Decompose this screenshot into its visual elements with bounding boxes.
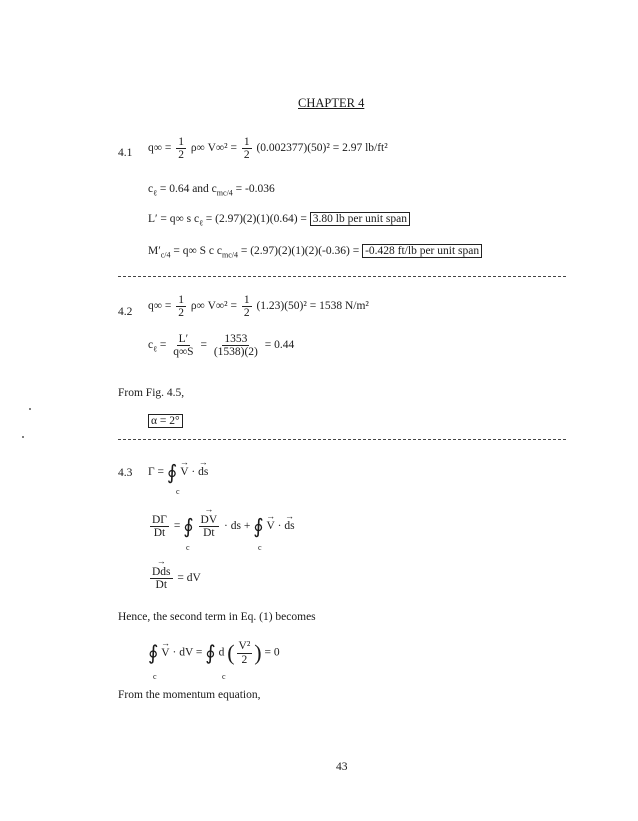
fraction-dds-dt: → $\frac{\text{Dds}}{Dt}$ [150,566,173,591]
equation-4-3-derivative: $\frac{D\Gamma}{Dt}$ = ∮ → $\frac{DV}{Dt}$ · ds + ∮ → V · → ds [148,514,295,539]
contour-integral-icon: ∮ [166,462,178,484]
section-divider [118,439,566,440]
fraction-half: $\frac{1}{2}$ [178,136,184,162]
section-divider [118,276,566,277]
answer-box-lift: 3.80 lb per unit span [310,212,410,226]
equation-4-2-dynamic-pressure: q∞ = $\frac{1}{2}$ ρ∞ V∞² = $\frac{1}{2}$ (1.23)(50)² = 1538 N/m² [148,294,369,320]
integral-contour-label: c [258,543,262,552]
eq-mid: ρ∞ V∞² = [190,142,237,155]
scan-speck [22,436,24,438]
integral-contour-label: c [186,543,190,552]
fraction-half: $\frac{1}{2}$ [178,294,184,320]
eq-lhs: q∞ = [148,142,172,155]
fraction-half: $\frac{1}{2}$ [243,136,250,162]
momentum-text: From the momentum equation, [118,689,261,701]
equation-4-1-lift: L′ = q∞ s $c_\ell = (2.97)(2)(1)(0.64) = 3.80$ lb per unit span [148,213,410,227]
from-figure-text: From Fig. 4.5, [118,387,185,399]
fraction-half: $\frac{1}{2}$ [243,294,250,320]
equation-4-2-lift-coefficient: $c_\ell$ = $\frac{L'}{q\infty S}$ = $\frac{1353}{(1538)(2)}$ = 0.44 [148,333,295,359]
fraction-numeric: $\frac{1353}{(1538)(2)}$ [213,333,258,359]
contour-integral-icon: ∮ [253,516,264,539]
scan-speck [29,408,31,410]
answer-box-alpha: α = 2° [148,414,183,428]
answer-alpha [148,415,183,427]
contour-integral-icon: ∮ [205,642,216,665]
equation-4-1-moment: $M'_{c/4} = q\infty$ S c $c_{mc/4} = (2.97)(2)(1)(2)(-0.36) = -0.428$ ft/lb per unit span [148,245,482,259]
chapter-title: CHAPTER 4 [298,96,365,110]
fraction-v-squared-half: $\frac{\text{V²}}{2}$ [238,640,251,666]
integral-contour-label: c [222,672,226,681]
answer-box-moment: -0.428 ft/lb per unit span [362,244,482,258]
integral-contour-label: c [176,487,180,496]
problem-number-4-2: 4.2 [118,306,133,318]
right-paren-icon: ) [254,640,262,665]
left-paren-icon: ( [227,640,235,665]
equation-4-3-circulation: Γ = ∮ → V · → ds [148,460,208,485]
problem-number-4-3: 4.3 [118,467,133,479]
equation-4-1-dynamic-pressure [148,136,388,161]
hence-text: Hence, the second term in Eq. (1) becomes [118,611,316,623]
fraction-lift-over-qs: $\frac{L'}{q\infty S}$ [173,333,194,359]
equation-4-3-dds: → $\frac{\text{Dds}}{Dt}$ = dV [148,566,201,591]
eq-rhs: (0.002377)(50)² = 2.97 lb/ft² [256,142,388,155]
fraction-dv-dt: → $\frac{DV}{Dt}$ [199,514,220,539]
page-number: 43 [336,761,348,773]
equation-4-1-coefficients: $c_\ell = 0.64$ and $c_{mc/4} = -0.036$ [148,183,275,198]
contour-integral-icon: ∮ [148,642,159,665]
contour-integral-icon: ∮ [183,516,194,539]
fraction-dgamma-dt: $\frac{D\Gamma}{Dt}$ [152,514,167,540]
integral-contour-label: c [153,672,157,681]
equation-4-3-second-term: ∮ → V · dV = ∮ d ( $\frac{\text{V²}}{2}$ ) = 0 [148,640,280,666]
problem-number-4-1: 4.1 [118,147,133,159]
